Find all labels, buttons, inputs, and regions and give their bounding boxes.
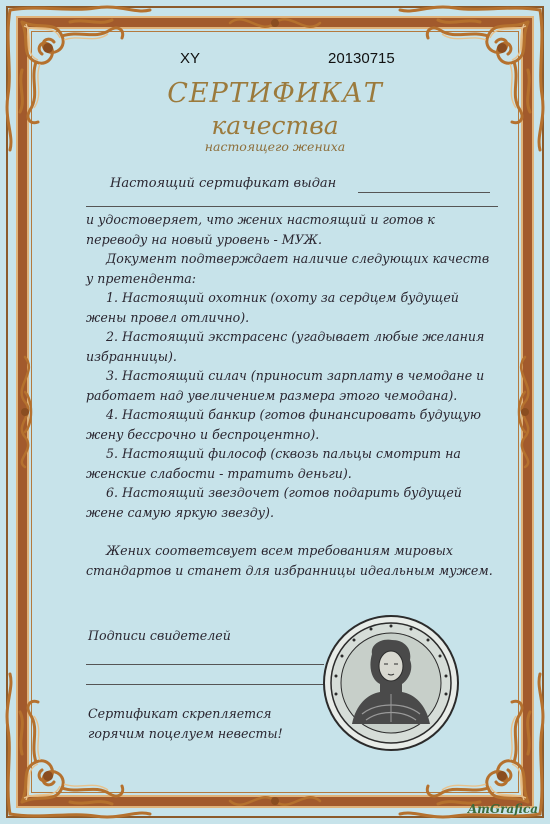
issued-to-label: Настоящий сертификат выдан	[110, 176, 337, 191]
witness-signature-line	[86, 684, 324, 685]
quality-item: 2. Настоящий экстрасенс (угадывает любые желания избранницы).	[86, 329, 485, 364]
quality-item: 1. Настоящий охотник (охоту за сердцем будущей жены провел отлично).	[86, 290, 459, 325]
corner-ornament-icon	[0, 664, 160, 824]
bottom-ornament-icon	[225, 786, 325, 816]
side-ornament-icon	[8, 352, 42, 472]
quality-item: 6. Настоящий звездочет (готов подарить будущей жене самую яркую звезду).	[86, 485, 462, 520]
certificate-title: СЕРТИФИКАТ	[167, 78, 383, 109]
certificate-number: 20130715	[328, 50, 395, 67]
certificate-subtitle: качества	[211, 111, 339, 140]
seal-icon	[322, 614, 460, 752]
quality-item: 4. Настоящий банкир (готов финансировать будущую жену бессрочно и беспроцентно).	[86, 407, 481, 442]
body-paragraph: Документ подтверждает наличие следующих качеств у претендента:	[86, 251, 490, 286]
certificate-subtitle-small: настоящего жениха	[204, 139, 346, 154]
certificate-body	[86, 210, 498, 580]
recipient-name-line-2	[86, 206, 498, 207]
body-paragraph: и удостоверяет, что жених настоящий и готов к переводу на новый уровень - МУЖ.	[86, 212, 435, 247]
closing-line: Сертификат скрепляется	[88, 706, 272, 721]
witnesses-label: Подписи свидетелей	[88, 628, 231, 643]
side-ornament-icon	[508, 352, 542, 472]
witness-signature-line	[86, 664, 324, 665]
conclusion-paragraph: Жених соответсвует всем требованиям мировых стандартов и станет для избранницы идеальным мужем.	[86, 543, 493, 578]
quality-item: 3. Настоящий силач (приносит зарплату в чемодане и работает над увеличением размера этого чемодана).	[86, 368, 485, 403]
certificate-series: XY	[180, 50, 201, 67]
top-ornament-icon	[225, 8, 325, 38]
closing-line: горячим поцелуем невесты!	[88, 726, 283, 741]
watermark: AmGrafica	[467, 802, 538, 816]
recipient-name-line	[358, 192, 490, 193]
quality-item: 5. Настоящий философ (сквозь пальцы смотрит на женские слабости - тратить деньги).	[86, 446, 461, 481]
